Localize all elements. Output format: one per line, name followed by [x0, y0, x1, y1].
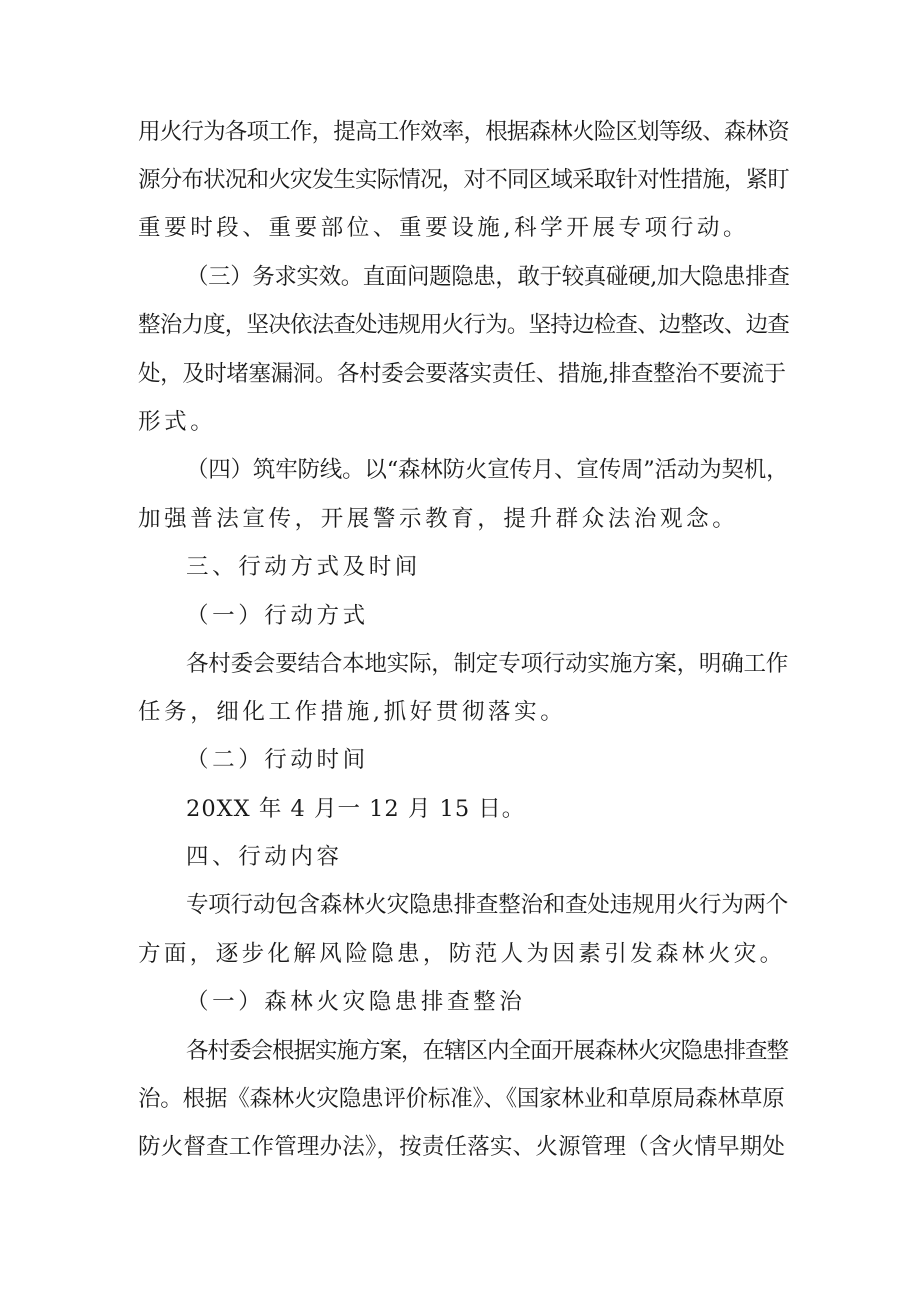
paragraph-line-12: 专项行动包含森林火灾隐患排查整治和查处违规用火行为两个: [186, 892, 789, 918]
paragraph-line-2: 源分布状况和火灾发生实际情况，对不同区域采取针对性措施，紧盯: [138, 167, 790, 193]
paragraph-line-6: 处，及时堵塞漏洞。各村委会要落实责任、措施,排查整治不要流于: [138, 361, 786, 387]
paragraph-line-11: 任务，细化工作措施,抓好贯彻落实。: [138, 699, 567, 725]
paragraph-line-7: 形式。: [138, 409, 217, 435]
paragraph-line-8: （四）筑牢防线。以“森林防火宣传月、宣传周”活动为契机，: [186, 457, 789, 483]
paragraph-line-1: 用火行为各项工作，提高工作效率，根据森林火险区划等级、森林资: [138, 119, 790, 145]
paragraph-line-14: 各村委会根据实施方案，在辖区内全面开展森林火灾隐患排查整: [186, 1038, 789, 1064]
paragraph-line-5: 整治力度，坚决依法查处违规用火行为。坚持边检查、边整改、边查: [138, 312, 790, 338]
paragraph-line-16: 防火督查工作管理办法》，按责任落实、火源管理（含火情早期处: [138, 1134, 786, 1160]
paragraph-line-3: 重要时段、重要部位、重要设施,科学开展专项行动。: [138, 215, 750, 241]
paragraph-line-4: （三）务求实效。直面问题隐患，敢于较真碰硬,加大隐患排查: [186, 264, 790, 290]
date-range-line: 20XX 年 4 月一 12 月 15 日。: [186, 796, 526, 822]
subsection-heading-2: （二）行动时间: [186, 747, 369, 773]
subsection-heading-1: （一）行动方式: [186, 603, 369, 629]
paragraph-line-9: 加强普法宣传，开展警示教育，提升群众法治观念。: [138, 506, 739, 532]
subsection-heading-3: （一）森林火灾隐患排查整治: [186, 989, 526, 1015]
paragraph-line-15: 治。根据《森林火灾隐患评价标准》、《国家林业和草原局森林草原: [138, 1086, 785, 1112]
paragraph-line-13: 方面，逐步化解风险隐患，防范人为因素引发森林火灾。: [138, 941, 786, 967]
paragraph-line-10: 各村委会要结合本地实际，制定专项行动实施方案，明确工作: [186, 651, 789, 677]
section-heading-4: 四、行动内容: [186, 844, 343, 870]
section-heading-3: 三、行动方式及时间: [186, 554, 421, 580]
